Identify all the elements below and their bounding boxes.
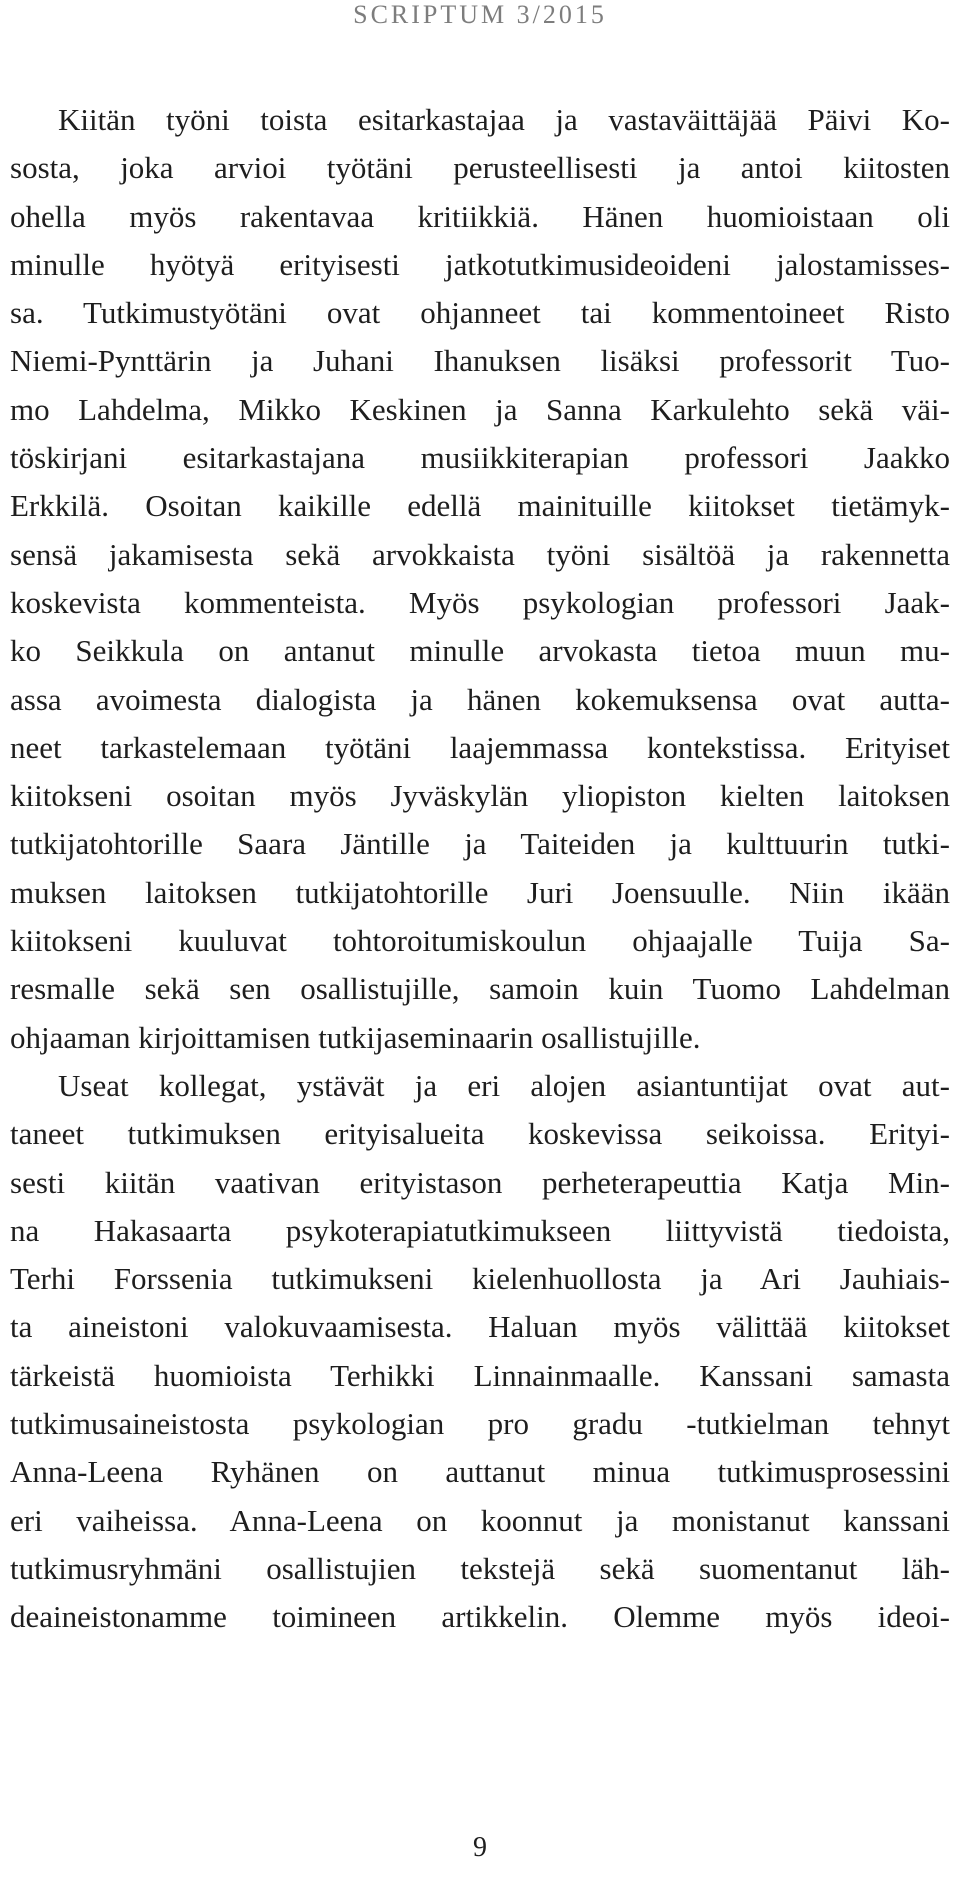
text-line: muksen laitoksen tutkijatohtorille Juri Joensuulle. Niin ikään <box>10 874 950 910</box>
running-header: SCRIPTUM 3/2015 <box>353 0 607 29</box>
text-line: eri vaiheissa. Anna-Leena on koonnut ja monistanut kanssani <box>10 1502 950 1538</box>
page-number: 9 <box>473 1832 487 1863</box>
text-line: kiitokseni osoitan myös Jyväskylän yliopiston kielten laitoksen <box>10 778 950 814</box>
text-line: sosta, joka arvioi työtäni perusteellisesti ja antoi kiitosten <box>10 150 950 186</box>
paragraph-2 <box>10 1062 950 1642</box>
text-line: ohjaaman kirjoittamisen tutkijaseminaarin osallistujille. <box>10 1019 701 1055</box>
text-line: neet tarkastelemaan työtäni laajemmassa kontekstissa. Erityiset <box>10 729 950 765</box>
text-line: taneet tutkimuksen erityisalueita koskevissa seikoissa. Erityi- <box>10 1116 950 1152</box>
text-line: Kiitän työni toista esitarkastajaa ja vastaväittäjää Päivi Ko- <box>58 102 950 137</box>
text-line: tärkeistä huomioista Terhikki Linnainmaalle. Kanssani samasta <box>10 1357 950 1393</box>
text-line: ko Seikkula on antanut minulle arvokasta tietoa muun mu- <box>10 633 950 669</box>
text-line: sensä jakamisesta sekä arvokkaista työni sisältöä ja rakennetta <box>10 536 950 572</box>
text-line: na Hakasaarta psykoterapiatutkimukseen liittyvistä tiedoista, <box>10 1212 950 1248</box>
text-line: assa avoimesta dialogista ja hänen kokemuksensa ovat autta- <box>10 681 950 717</box>
text-line: kiitokseni kuuluvat tohtoroitumiskoulun ohjaajalle Tuija Sa- <box>10 923 950 959</box>
text-line: Terhi Forssenia tutkimukseni kielenhuollosta ja Ari Jauhiais- <box>10 1261 950 1297</box>
text-line: sa. Tutkimustyötäni ovat ohjanneet tai kommentoineet Risto <box>10 295 950 331</box>
text-line: töskirjani esitarkastajana musiikkiterapian professori Jaakko <box>10 440 950 476</box>
text-line: koskevista kommenteista. Myös psykologian professori Jaak- <box>10 584 950 620</box>
text-line: deaineistonamme toimineen artikkelin. Olemme myös ideoi- <box>10 1599 950 1635</box>
text-line: Anna-Leena Ryhänen on auttanut minua tutkimusprosessini <box>10 1454 950 1490</box>
text-line: sesti kiitän vaativan erityistason perheterapeuttia Katja Min- <box>10 1164 950 1200</box>
text-line: resmalle sekä sen osallistujille, samoin kuin Tuomo Lahdelman <box>10 971 950 1007</box>
paragraph-1 <box>10 96 950 1062</box>
text-line: ohella myös rakentavaa kritiikkiä. Hänen huomioistaan oli <box>10 198 950 234</box>
text-line: tutkimusryhmäni osallistujien tekstejä sekä suomentanut läh- <box>10 1550 950 1586</box>
body-text <box>10 96 950 1642</box>
text-line: minulle hyötyä erityisesti jatkotutkimusideoideni jalostamisses- <box>10 246 950 282</box>
text-line: tutkijatohtorille Saara Jäntille ja Taiteiden ja kulttuurin tutki- <box>10 826 950 862</box>
text-line: ta aineistoni valokuvaamisesta. Haluan myös välittää kiitokset <box>10 1309 950 1345</box>
text-line: Erkkilä. Osoitan kaikille edellä mainituille kiitokset tietämyk- <box>10 488 950 524</box>
text-line: Useat kollegat, ystävät ja eri alojen asiantuntijat ovat aut- <box>58 1067 950 1103</box>
text-line: mo Lahdelma, Mikko Keskinen ja Sanna Karkulehto sekä väi- <box>10 391 950 427</box>
text-line: Niemi-Pynttärin ja Juhani Ihanuksen lisäksi professorit Tuo- <box>10 343 950 379</box>
text-line: tutkimusaineistosta psykologian pro gradu -tutkielman tehnyt <box>10 1406 950 1442</box>
